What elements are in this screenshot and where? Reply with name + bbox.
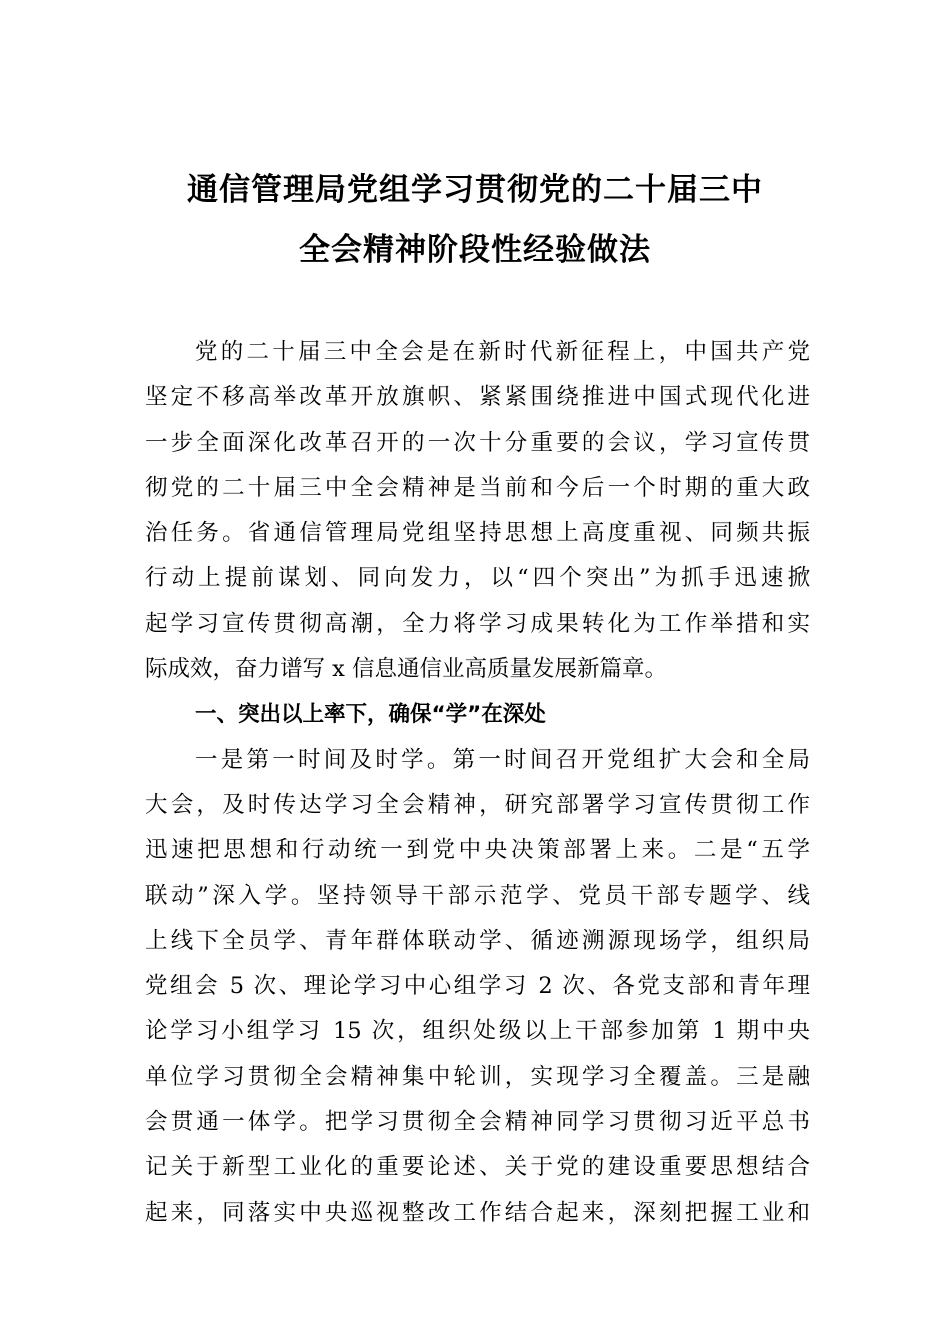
- paragraph-1-line: 行动上提前谋划、同向发力，以“四个突出”为抓手迅速掀: [145, 565, 810, 592]
- paragraph-1-line: 际成效，奋力谱写 x 信息通信业高质量发展新篇章。: [145, 656, 667, 683]
- paragraph-1-line: 彻党的二十届三中全会精神是当前和今后一个时期的重大政: [145, 474, 810, 501]
- document-title: [100, 160, 850, 280]
- paragraph-2-line: 党组会 5 次、理论学习中心组学习 2 次、各党支部和青年理: [145, 973, 810, 1000]
- title-line-1: 通信管理局党组学习贯彻党的二十届三中: [187, 172, 763, 208]
- paragraph-2-line: 大会，及时传达学习全会精神，研究部署学习宣传贯彻工作: [145, 791, 810, 818]
- paragraph-1-line: 治任务。省通信管理局党组坚持思想上高度重视、同频共振: [145, 520, 810, 547]
- paragraph-2-line: 起来，同落实中央巡视整改工作结合起来，深刻把握工业和: [145, 1199, 810, 1226]
- paragraph-2-line: 联动”深入学。坚持领导干部示范学、党员干部专题学、线: [145, 882, 810, 909]
- paragraph-1-line: 坚定不移高举改革开放旗帜、紧紧围绕推进中国式现代化进: [145, 384, 810, 411]
- paragraph-2-line: 论学习小组学习 15 次，组织处级以上干部参加第 1 期中央: [145, 1018, 810, 1045]
- paragraph-2-line: 迅速把思想和行动统一到党中央决策部署上来。二是“五学: [145, 837, 810, 864]
- paragraph-2-line: 记关于新型工业化的重要论述、关于党的建设重要思想结合: [145, 1154, 810, 1181]
- paragraph-1-line: 党的二十届三中全会是在新时代新征程上，中国共产党: [195, 339, 810, 365]
- paragraph-2-line: 会贯通一体学。把学习贯彻全会精神同学习贯彻习近平总书: [145, 1109, 810, 1136]
- paragraph-2-line: 单位学习贯彻全会精神集中轮训，实现学习全覆盖。三是融: [145, 1063, 810, 1090]
- section-1-heading: 一、突出以上率下，确保“学”在深处: [195, 702, 546, 728]
- paragraph-1-line: 一步全面深化改革召开的一次十分重要的会议，学习宣传贯: [145, 429, 810, 456]
- title-line-2: 全会精神阶段性经验做法: [299, 232, 651, 268]
- document-body: [145, 330, 810, 1236]
- paragraph-2-line: 一是第一时间及时学。第一时间召开党组扩大会和全局: [195, 746, 810, 773]
- paragraph-1-line: 起学习宣传贯彻高潮，全力将学习成果转化为工作举措和实: [145, 610, 810, 637]
- paragraph-2-line: 上线下全员学、青年群体联动学、循迹溯源现场学，组织局: [145, 927, 810, 954]
